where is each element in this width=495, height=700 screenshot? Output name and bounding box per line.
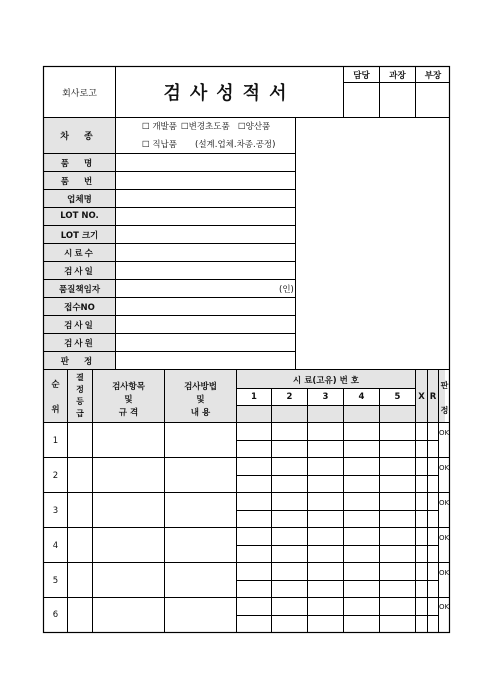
row-label-company: 업체명 <box>67 195 92 205</box>
col-judge-1: 판 <box>440 381 449 390</box>
row-1-number: 1 <box>52 436 59 446</box>
car-type-label: 차 종 <box>60 132 99 142</box>
row-label-lot-no: LOT NO. <box>60 211 99 221</box>
option-change-initial: ☐변경초도품 <box>181 122 230 132</box>
row-label-part-name: 품 명 <box>60 159 99 169</box>
row-2-number: 2 <box>52 471 59 481</box>
row-label-lot-size: LOT 크기 <box>60 231 99 241</box>
sample-col-5: 5 <box>394 392 401 402</box>
col-seq-top: 순 <box>51 380 60 390</box>
col-x-bar: X <box>418 392 425 402</box>
option-development: ☐ 개발품 <box>142 122 177 132</box>
approval-director-label: 부장 <box>424 71 442 81</box>
row-label-sample-count: 시료수 <box>64 249 95 259</box>
row-label-judgment: 판 정 <box>60 357 99 367</box>
sample-col-3: 3 <box>322 392 329 402</box>
col-method-1: 검사방법 <box>184 382 217 392</box>
checkbox-icon[interactable]: ☐ <box>238 122 246 132</box>
sample-number-header: 시 료(고유) 번 호 <box>293 376 359 386</box>
checkbox-icon[interactable]: ☐ <box>142 122 150 132</box>
col-method-2: 및 <box>196 395 205 405</box>
col-grade-4: 급 <box>76 409 84 418</box>
row-6-number: 6 <box>52 610 59 620</box>
col-grade-1: 결 <box>76 373 84 382</box>
row-2-judge[interactable]: OK <box>439 464 450 472</box>
col-range: R <box>429 392 437 402</box>
sample-col-2: 2 <box>286 392 293 402</box>
checkbox-icon[interactable]: ☐ <box>142 140 150 150</box>
row-3-number: 3 <box>52 506 59 516</box>
row-label-receipt-no: 접수NO <box>64 303 95 313</box>
col-item-2: 및 <box>124 395 133 405</box>
seal-mark: (인) <box>279 285 294 295</box>
car-type-note: (설계.업체.차종.공정) <box>195 140 276 150</box>
row-1-judge[interactable]: OK <box>439 429 450 437</box>
col-item-3: 규 격 <box>118 408 139 418</box>
row-label-part-number: 품 번 <box>60 177 99 187</box>
row-4-judge[interactable]: OK <box>439 534 450 542</box>
col-item-1: 검사항목 <box>112 382 145 392</box>
company-logo-placeholder: 회사로고 <box>62 89 97 99</box>
row-5-number: 5 <box>52 576 59 586</box>
document-title: 검사성적서 <box>163 83 296 104</box>
col-grade-2: 정 <box>76 385 84 394</box>
approval-manager-label: 과장 <box>389 71 406 81</box>
checkbox-icon[interactable]: ☐ <box>181 122 189 132</box>
row-label-inspector: 검사원 <box>64 339 95 349</box>
row-label-inspection-date: 검사일 <box>64 267 95 277</box>
row-label-inspection-date-2: 검사일 <box>64 321 95 331</box>
col-grade-3: 등 <box>76 397 84 406</box>
col-judge-2: 정 <box>440 406 449 415</box>
sample-col-4: 4 <box>358 392 365 402</box>
row-5-judge[interactable]: OK <box>439 569 450 577</box>
row-label-quality-manager: 품질책임자 <box>58 285 101 295</box>
option-mass-production: ☐양산품 <box>238 122 271 132</box>
col-method-3: 내 용 <box>190 408 211 418</box>
sample-col-1: 1 <box>251 392 257 402</box>
row-3-judge[interactable]: OK <box>439 499 450 507</box>
option-direct-delivery: ☐ 직납품 <box>142 140 177 150</box>
approval-staff-label: 담당 <box>353 71 370 81</box>
row-6-judge[interactable]: OK <box>439 603 450 611</box>
row-4-number: 4 <box>52 541 59 551</box>
col-seq-bottom: 위 <box>51 405 60 415</box>
